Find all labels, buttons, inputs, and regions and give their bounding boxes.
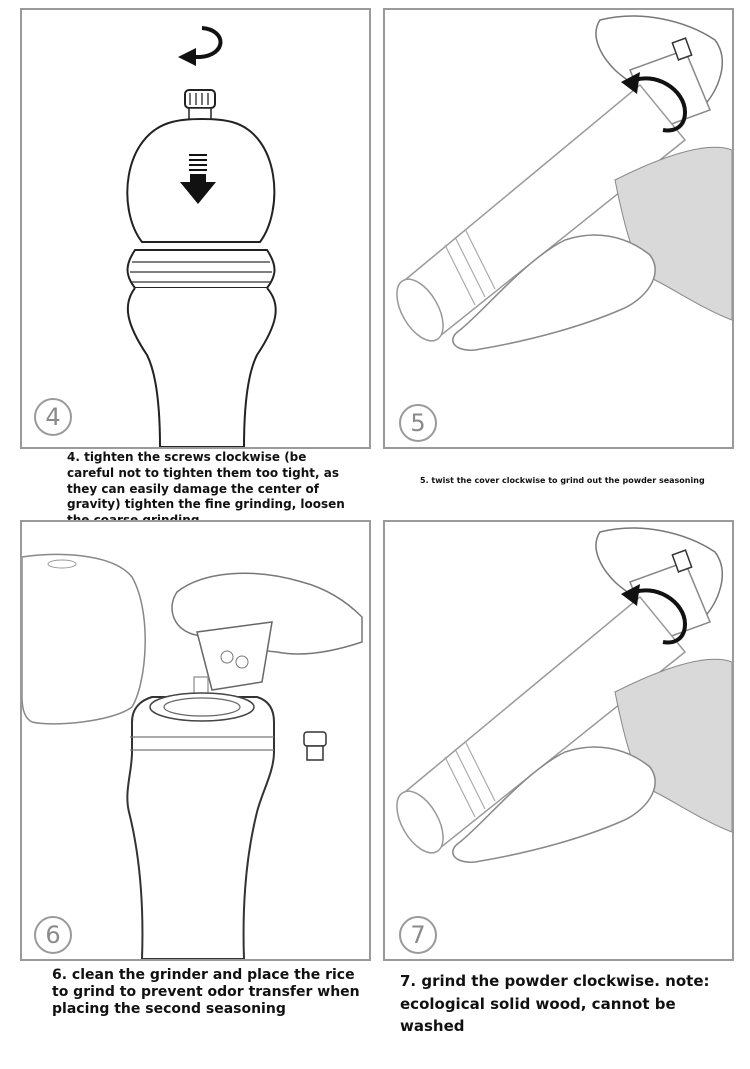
step-7-caption: 7. grind the powder clockwise. note: ecological solid wood, cannot be washed [400,972,710,1035]
grinder-grind-illustration [385,522,732,959]
grinder-twist-illustration [385,10,732,447]
step-7-number: 7 [399,916,437,954]
grinder-tighten-illustration [22,10,369,447]
step-6-number: 6 [34,916,72,954]
step-5-number: 5 [399,404,437,442]
step-4-caption: 4. tighten the screws clockwise (be careful not to tighten them too tight, as they can easily damage the center of gravity) tighten the fine grinding, loosen [67,450,345,512]
step-5-panel [383,8,734,449]
grinder-clean-illustration [22,522,369,959]
step-6-caption: 6. clean the grinder and place the rice to grind to prevent odor transfer when placing the second seasoning [52,967,360,1018]
step-7-panel [383,520,734,961]
step-4-panel [20,8,371,449]
step-6-panel [20,520,371,961]
step-5-caption: 5. twist the cover clockwise to grind out the powder seasoning [420,476,705,485]
step-4-number: 4 [34,398,72,436]
